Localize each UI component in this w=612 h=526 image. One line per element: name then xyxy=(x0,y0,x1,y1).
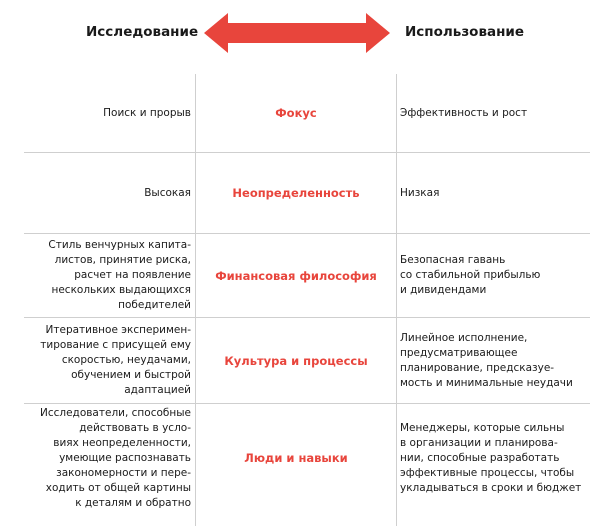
exploitation-text: Эффективность и рост xyxy=(400,106,528,119)
exploration-value xyxy=(24,318,191,403)
row-culture-processes xyxy=(0,318,612,403)
exploitation-value xyxy=(400,404,590,512)
exploitation-value xyxy=(400,318,590,403)
exploitation-text: Менеджеры, которые сильны в организации и планирова- нии, способные разработать эффективные процессы, чтобы укладываться в сроки и бюджет xyxy=(400,421,582,494)
exploration-text: Высокая xyxy=(144,186,191,199)
exploration-text: Исследователи, способные действовать в усло- виях неопределенности, умеющие распознавать закономерности и пере- ходить от общей картины к деталям и обратно xyxy=(39,406,191,509)
exploration-value xyxy=(24,74,191,152)
exploration-value xyxy=(24,404,191,512)
header-exploration: Исследование xyxy=(86,24,199,40)
exploration-text: Итеративное эксперимен- тирование с присущей ему скоростью, неудачами, обучением и быстрой адаптацией xyxy=(40,324,191,396)
dimension-label: Финансовая философия xyxy=(215,268,377,283)
dimension-label: Культура и процессы xyxy=(224,353,368,368)
row-people-skills xyxy=(0,404,612,512)
exploitation-text: Безопасная гавань со стабильной прибылью и дивидендами xyxy=(400,254,541,296)
dimension-label: Неопределенность xyxy=(232,186,360,200)
row-focus xyxy=(0,74,612,152)
exploitation-value xyxy=(400,74,590,152)
exploration-text: Поиск и прорыв xyxy=(103,106,191,119)
exploration-value xyxy=(24,234,191,317)
double-arrow-shape xyxy=(204,13,390,53)
exploration-value xyxy=(24,153,191,233)
row-financial-philosophy xyxy=(0,234,612,317)
exploitation-value xyxy=(400,234,590,317)
double-arrow-icon xyxy=(204,13,390,53)
exploration-text: Стиль венчурных капита- листов, принятие риска, расчет на появление нескольких выдающихся победителей xyxy=(48,239,191,311)
dimension-label: Люди и навыки xyxy=(244,451,348,465)
header-exploitation: Использование xyxy=(405,24,525,40)
row-uncertainty xyxy=(0,153,612,233)
exploitation-text: Низкая xyxy=(400,186,440,199)
exploitation-value xyxy=(400,153,590,233)
dimension-label: Фокус xyxy=(275,106,317,120)
exploitation-text: Линейное исполнение, предусматривающее планирование, предсказуе- мость и минимальные неудачи xyxy=(400,331,573,389)
